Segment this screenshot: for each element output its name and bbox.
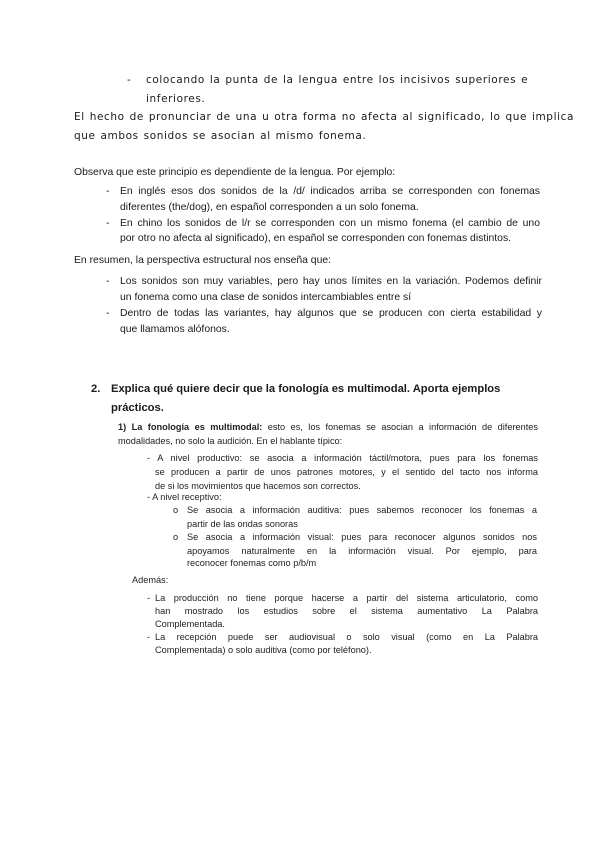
intro-bullet-line2: inferiores. bbox=[146, 93, 206, 105]
receptivo-sub1-line1: Se asocia a información auditiva: pues sabemos reconocer los fonemas a bbox=[187, 505, 537, 515]
productivo-line1: - A nivel productivo: se asocia a información táctil/motora, pues para los fonemas bbox=[147, 453, 538, 463]
ademas-item-2-line2: Complementada) o solo auditiva (como por teléfono). bbox=[155, 645, 372, 655]
bullet-dash: - bbox=[147, 593, 151, 603]
observa-item-1-line2: diferentes (the/dog), en español corresponden a un solo fonema. bbox=[120, 202, 419, 213]
paragraph-line: El hecho de pronunciar de una u otra forma no afecta al significado, lo que implica bbox=[74, 111, 575, 123]
circle-bullet-icon: o bbox=[173, 505, 179, 515]
resumen-item-2-line1: Dentro de todas las variantes, hay algunos que se producen con cierta estabilidad y bbox=[120, 308, 542, 319]
resumen-item-1-line2: un fonema como una clase de sonidos intercambiables entre sí bbox=[120, 292, 412, 303]
paragraph-line: que ambos sonidos se asocian al mismo fonema. bbox=[74, 130, 367, 142]
question-number: 2. bbox=[91, 383, 101, 395]
receptivo-sub2-line2: apoyamos naturalmente en la información visual. Por ejemplo, para bbox=[187, 546, 537, 556]
ademas-item-1-line2: han mostrado los estudios sobre el sistema aumentativo La Palabra bbox=[155, 606, 538, 616]
observa-item-2-line1: En chino los sonidos de l/r se corresponden con un mismo fonema (el cambio de uno bbox=[120, 218, 540, 229]
intro-bullet-line1: colocando la punta de la lengua entre los incisivos superiores e bbox=[146, 74, 529, 86]
productivo-line3: de si los movimientos que hacemos son correctos. bbox=[155, 481, 361, 491]
receptivo-sub2-line3: reconocer fonemas como p/b/m bbox=[187, 558, 317, 568]
receptivo-sub1-line2: partir de las ondas sonoras bbox=[187, 519, 298, 529]
answer-lead-line2: modalidades, no solo la audición. En el hablante típico: bbox=[118, 436, 343, 446]
bullet-dash: - bbox=[106, 276, 110, 287]
ademas-item-1-line3: Complementada. bbox=[155, 619, 225, 629]
productivo-line2: se producen a partir de unos patrones motores, y el sentido del tacto nos informa bbox=[155, 467, 538, 477]
answer-lead-bold: 1) La fonología es multimodal: bbox=[118, 422, 263, 432]
receptivo-sub2-line1: Se asocia a información visual: pues para reconocer algunos sonidos nos bbox=[187, 532, 537, 542]
circle-bullet-icon: o bbox=[173, 532, 179, 542]
answer-lead-line1 bbox=[118, 422, 538, 432]
observa-item-1-line1: En inglés esos dos sonidos de la /d/ indicados arriba se corresponden con fonemas bbox=[120, 186, 540, 197]
observa-heading: Observa que este principio es dependiente de la lengua. Por ejemplo: bbox=[74, 167, 396, 178]
resumen-heading: En resumen, la perspectiva estructural nos enseña que: bbox=[74, 255, 332, 266]
question-line2: prácticos. bbox=[111, 402, 164, 414]
question-line1: Explica qué quiere decir que la fonología es multimodal. Aporta ejemplos bbox=[111, 383, 501, 395]
receptivo-label: - A nivel receptivo: bbox=[147, 492, 222, 502]
bullet-dash: - bbox=[127, 74, 132, 86]
resumen-item-1-line1: Los sonidos son muy variables, pero hay unos límites en la variación. Podemos definir bbox=[120, 276, 542, 287]
bullet-dash: - bbox=[106, 186, 110, 197]
ademas-heading: Además: bbox=[132, 575, 169, 585]
ademas-item-1-line1: La producción no tiene porque hacerse a partir del sistema articulatorio, como bbox=[155, 593, 538, 603]
resumen-item-2-line2: que llamamos alófonos. bbox=[120, 324, 230, 335]
observa-item-2-line2: por otro no afecta al significado), en español se corresponden con fonemas distintos. bbox=[120, 233, 512, 244]
answer-lead-rest: esto es, los fonemas se asocian a información de diferentes bbox=[262, 422, 539, 432]
bullet-dash: - bbox=[147, 632, 151, 642]
bullet-dash: - bbox=[106, 308, 110, 319]
ademas-item-2-line1: La recepción puede ser audiovisual o solo visual (como en La Palabra bbox=[155, 632, 538, 642]
bullet-dash: - bbox=[106, 218, 110, 229]
